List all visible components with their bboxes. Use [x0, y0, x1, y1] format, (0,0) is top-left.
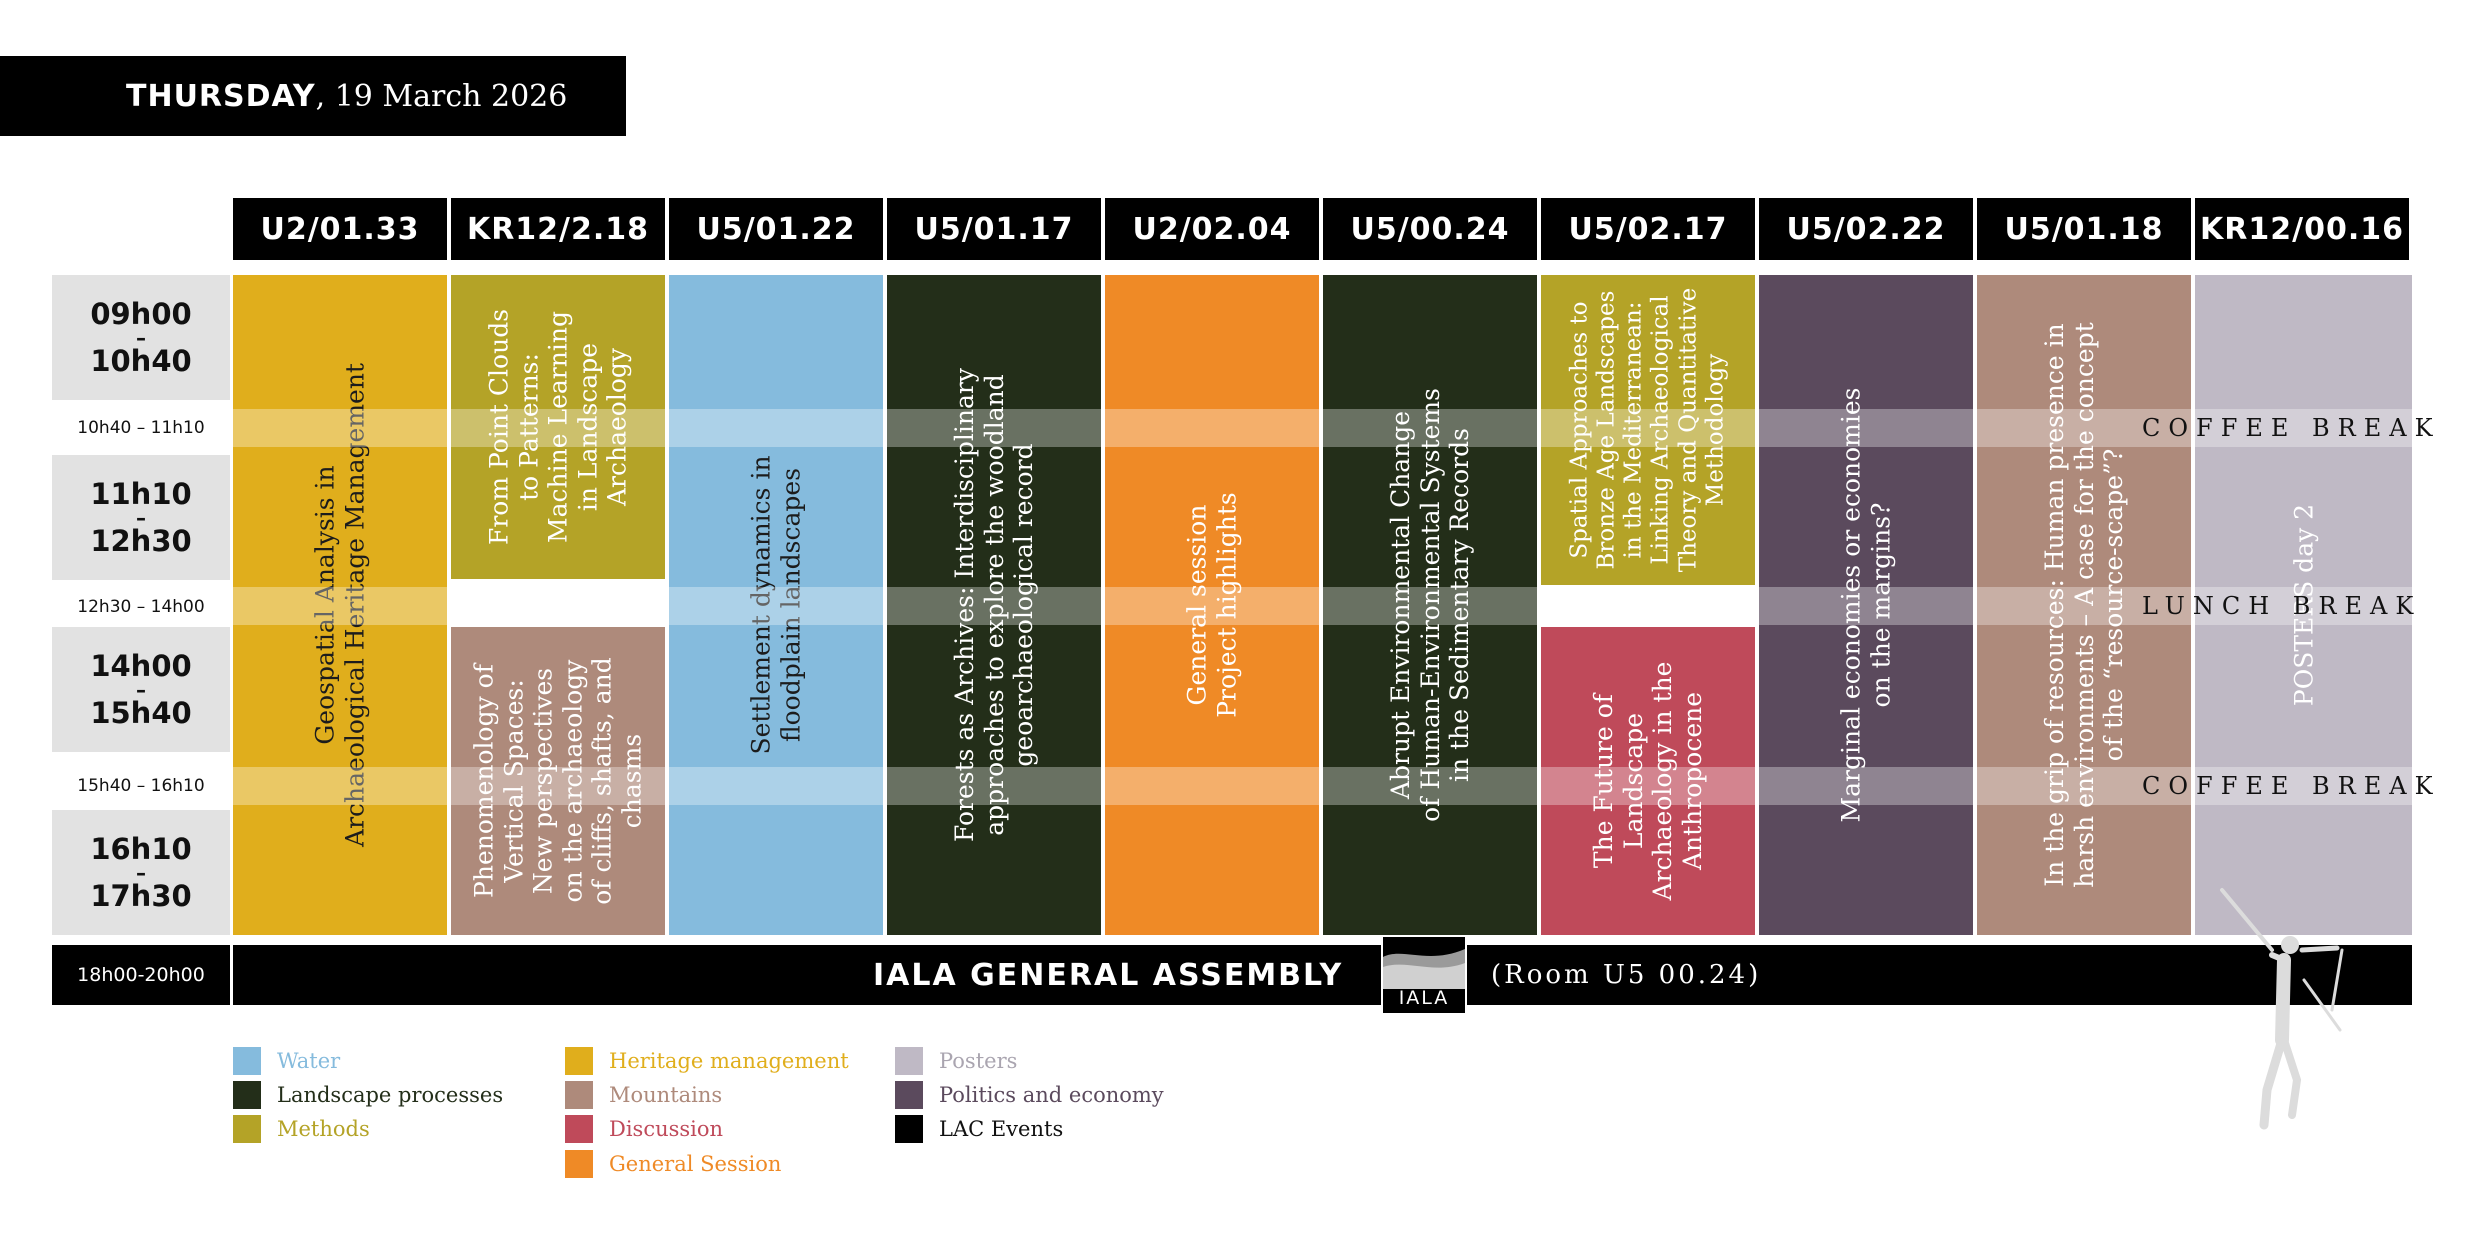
session-abrupt[interactable] — [1323, 275, 1537, 935]
session-title: POSTERS day 2 — [2288, 503, 2318, 707]
time-slot-1: 09h00 – 10h40 — [52, 275, 230, 400]
general-assembly-bar[interactable] — [233, 945, 2412, 1009]
session-future[interactable] — [1541, 627, 1755, 935]
day-header — [0, 56, 626, 136]
legend-discussion: Discussion — [565, 1115, 723, 1143]
time-slot-4: 16h10 – 17h30 — [52, 810, 230, 935]
session-title: Geospatial Analysis in Archaeological Heritage Management — [310, 363, 369, 847]
iala-logo — [1381, 935, 1467, 1015]
session-forests[interactable] — [887, 275, 1101, 935]
session-title: In the grip of resources: Human presence in harsh environments – A case for the concept of the “resource-scape”? — [2039, 322, 2128, 888]
time-slot-3: 14h00 – 15h40 — [52, 627, 230, 752]
room-header: KR12/2.18 — [451, 198, 665, 260]
room-header: U5/02.17 — [1541, 198, 1755, 260]
day-name: THURSDAY — [126, 78, 316, 114]
legend-landscape: Landscape processes — [233, 1081, 503, 1109]
time-slot-2: 11h10 – 12h30 — [52, 455, 230, 580]
lunch-break-label: LUNCH BREAK — [2142, 592, 2422, 620]
landscape-icon — [1383, 937, 1465, 989]
session-title: General session Project highlights — [1182, 492, 1241, 718]
legend-posters: Posters — [895, 1047, 1017, 1075]
time-break-1: 10h40 – 11h10 — [77, 418, 205, 438]
session-title: The Future of Landscape Archaeology in the Anthropocene — [1589, 661, 1707, 901]
legend-general: General Session — [565, 1150, 781, 1178]
session-title: Marginal economies or economies on the margins? — [1836, 387, 1895, 823]
session-title: Forests as Archives: Interdisciplinary approaches to explore the woodland geoarchaeological record — [949, 368, 1038, 842]
session-phenomenology[interactable] — [451, 627, 665, 935]
session-title: Spatial Approaches to Bronze Age Landscapes in the Mediterranean: Linking Archaeological Theory and Quantitative Methodology — [1566, 287, 1729, 573]
room-header: U5/00.24 — [1323, 198, 1537, 260]
time-break-3: 15h40 – 16h10 — [77, 776, 205, 796]
assembly-room: (Room U5 00.24) — [1491, 960, 1762, 990]
room-header: U5/02.22 — [1759, 198, 1973, 260]
coffee-break-label: COFFEE BREAK — [2142, 772, 2441, 800]
coffee-break-label: COFFEE BREAK — [2142, 414, 2441, 442]
session-title: Phenomenology of Vertical Spaces: New perspectives on the archaeology of cliffs, shafts, and chasms — [469, 657, 646, 905]
legend-water: Water — [233, 1047, 340, 1075]
session-marginal[interactable] — [1759, 275, 1973, 935]
room-header: KR12/00.16 — [2195, 198, 2409, 260]
session-settlement[interactable] — [669, 275, 883, 935]
session-geospatial[interactable] — [233, 275, 447, 935]
legend-methods: Methods — [233, 1115, 370, 1143]
room-header: U5/01.18 — [1977, 198, 2191, 260]
assembly-time: 18h00-20h00 — [52, 945, 230, 1005]
date-text: , 19 March 2026 — [315, 78, 568, 114]
legend-politics: Politics and economy — [895, 1081, 1164, 1109]
room-header: U2/01.33 — [233, 198, 447, 260]
room-header: U2/02.04 — [1105, 198, 1319, 260]
logo-text: IALA — [1398, 987, 1450, 1009]
room-header: U5/01.17 — [887, 198, 1101, 260]
assembly-title: IALA GENERAL ASSEMBLY — [873, 957, 1344, 993]
session-general[interactable] — [1105, 275, 1319, 935]
room-header: U5/01.22 — [669, 198, 883, 260]
session-title: Abrupt Environmental Change of Human-Environmental Systems in the Sedimentary Records — [1385, 388, 1474, 822]
legend-heritage: Heritage management — [565, 1047, 849, 1075]
session-point-clouds[interactable] — [451, 275, 665, 579]
session-title: From Point Clouds to Patterns: Machine Learning in Landscape Archaeology — [484, 308, 632, 546]
legend-mountains: Mountains — [565, 1081, 722, 1109]
legend-lac: LAC Events — [895, 1115, 1063, 1143]
session-spatial[interactable] — [1541, 275, 1755, 585]
session-title: Settlement dynamics in floodplain landscapes — [746, 455, 805, 755]
time-break-2: 12h30 – 14h00 — [77, 597, 205, 617]
climber-figure-icon — [2212, 880, 2362, 1130]
